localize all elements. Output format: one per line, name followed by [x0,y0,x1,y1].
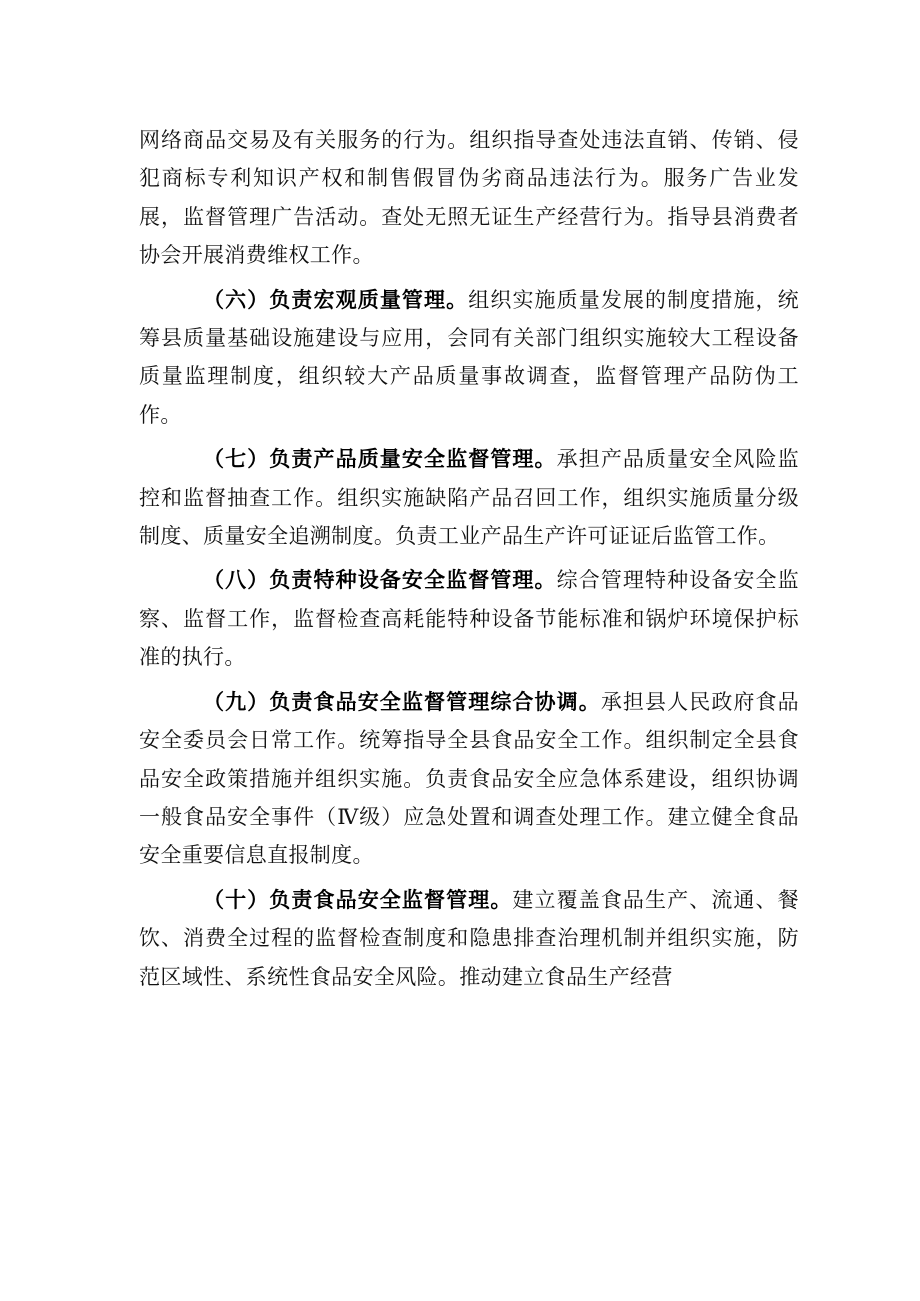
paragraph-lead: （七）负责产品质量安全监督管理。 [203,447,557,472]
paragraph-continuation [139,121,799,275]
paragraph-item-9 [139,683,799,875]
paragraph-lead: （六）负责宏观质量管理。 [203,287,469,312]
paragraph-item-7 [139,440,799,555]
paragraph-item-6 [139,281,799,435]
paragraph-text: 组织实施质量发展的制度措施，统筹县质量基础设施建设与应用，会同有关部门组织实施较大工程设备质量监理制度，组织较大产品质量事故调查，监督管理产品防伪工作。 [139,287,800,427]
paragraph-lead: （十）负责食品安全监督管理。 [203,887,513,912]
paragraph-lead: （九）负责食品安全监督管理综合协调。 [203,689,601,714]
paragraph-text: 承担县人民政府食品安全委员会日常工作。统筹指导全县食品安全工作。组织制定全县食品安全政策措施并组织实施。负责食品安全应急体系建设，组织协调一般食品安全事件（Ⅳ级）应急处置和调查处理工作。建立健全食品安全重要信息直报制度。 [139,689,799,868]
document-body [139,121,799,1002]
paragraph-item-8 [139,561,799,676]
paragraph-lead: （八）负责特种设备安全监督管理。 [203,568,557,593]
paragraph-text: 承担产品质量安全风险监控和监督抽查工作。组织实施缺陷产品召回工作，组织实施质量分级制度、质量安全追溯制度。负责工业产品生产许可证证后监管工作。 [139,447,799,549]
paragraph-text: 网络商品交易及有关服务的行为。组织指导查处违法直销、传销、侵犯商标专利知识产权和制售假冒伪劣商品违法行为。服务广告业发展，监督管理广告活动。查处无照无证生产经营行为。指导县消费者协会开展消费维权工作。 [139,128,799,268]
paragraph-item-10 [139,881,799,996]
paragraph-text: 建立覆盖食品生产、流通、餐饮、消费全过程的监督检查制度和隐患排查治理机制并组织实施，防范区域性、系统性食品安全风险。推动建立食品生产经营 [139,887,799,989]
paragraph-text: 综合管理特种设备安全监察、监督工作，监督检查高耗能特种设备节能标准和锅炉环境保护标准的执行。 [139,568,799,670]
